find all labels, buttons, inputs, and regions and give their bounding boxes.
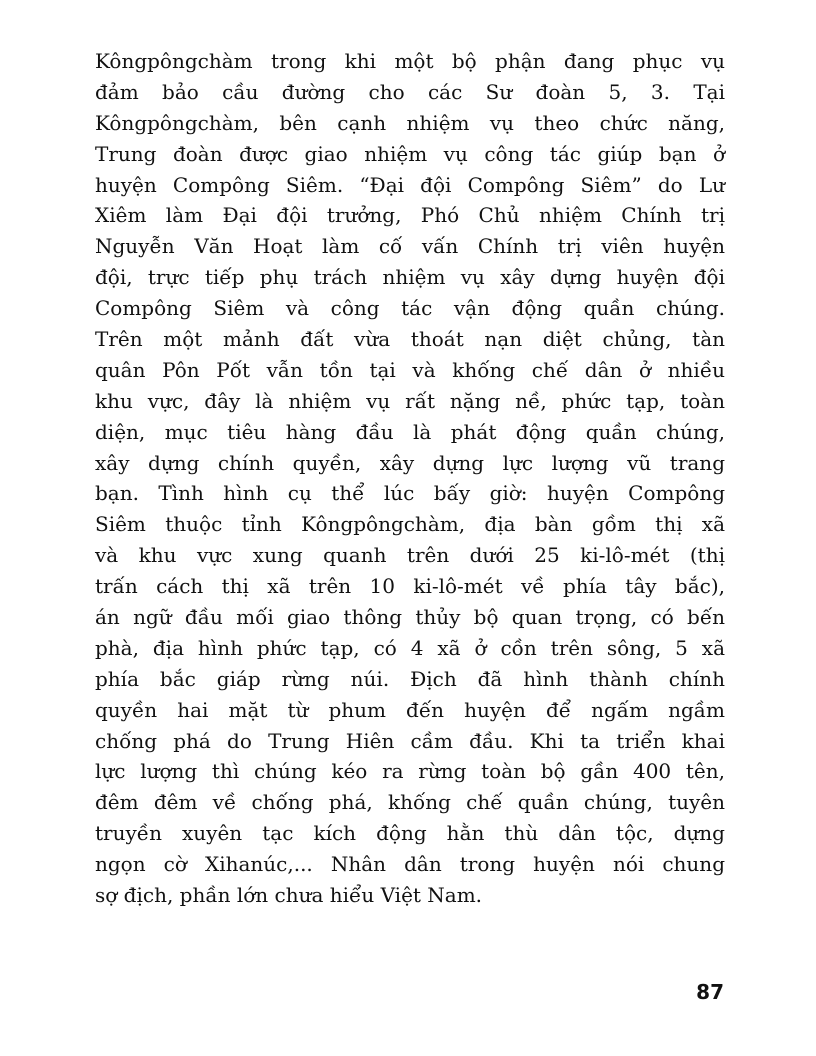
text-line: quyền hai mặt từ phum đến huyện để ngấm ngầm bbox=[95, 697, 725, 722]
text-line: Kôngpôngchàm trong khi một bộ phận đang phục vụ bbox=[95, 49, 725, 73]
text-line: án ngữ đầu mối giao thông thủy bộ quan trọng, có bến bbox=[95, 605, 725, 630]
text-line: Nguyễn Văn Hoạt làm cố vấn Chính trị viên huyện bbox=[95, 234, 725, 259]
text-line: khu vực, đây là nhiệm vụ rất nặng nề, phức tạp, toàn bbox=[95, 388, 725, 413]
text-line: sợ địch, phần lớn chưa hiểu Việt Nam. bbox=[95, 883, 483, 908]
body-paragraph bbox=[95, 46, 725, 911]
text-line: đêm đêm về chống phá, khống chế quần chúng, tuyên bbox=[95, 790, 725, 815]
text-line: phà, địa hình phức tạp, có 4 xã ở cồn trên sông, 5 xã bbox=[95, 635, 725, 660]
text-line: diện, mục tiêu hàng đầu là phát động quần chúng, bbox=[95, 419, 725, 444]
text-line: Kôngpôngchàm, bên cạnh nhiệm vụ theo chức năng, bbox=[95, 110, 725, 135]
text-line: phía bắc giáp rừng núi. Địch đã hình thành chính bbox=[95, 666, 725, 691]
text-line: Compông Siêm và công tác vận động quần chúng. bbox=[95, 296, 725, 321]
text-line: xây dựng chính quyền, xây dựng lực lượng vũ trang bbox=[95, 450, 725, 475]
text-line: chống phá do Trung Hiên cầm đầu. Khi ta triển khai bbox=[95, 728, 725, 753]
text-line: Trung đoàn được giao nhiệm vụ công tác giúp bạn ở bbox=[95, 141, 725, 166]
text-line: truyền xuyên tạc kích động hằn thù dân tộc, dựng bbox=[95, 821, 725, 846]
text-line: quân Pôn Pốt vẫn tồn tại và khống chế dân ở nhiều bbox=[95, 357, 725, 382]
text-line: đảm bảo cầu đường cho các Sư đoàn 5, 3. Tại bbox=[95, 79, 725, 104]
text-line: lực lượng thì chúng kéo ra rừng toàn bộ gần 400 tên, bbox=[95, 759, 725, 784]
text-line: bạn. Tình hình cụ thể lúc bấy giờ: huyện Compông bbox=[95, 481, 725, 506]
text-line: Trên một mảnh đất vừa thoát nạn diệt chủng, tàn bbox=[95, 327, 725, 352]
text-line: Siêm thuộc tỉnh Kôngpôngchàm, địa bàn gồm thị xã bbox=[95, 512, 725, 537]
text-line: huyện Compông Siêm. “Đại đội Compông Siêm” do Lư bbox=[95, 172, 725, 197]
text-line: đội, trực tiếp phụ trách nhiệm vụ xây dựng huyện đội bbox=[95, 265, 725, 290]
page-number: 87 bbox=[696, 980, 724, 1004]
text-line: và khu vực xung quanh trên dưới 25 ki-lô-mét (thị bbox=[95, 543, 725, 568]
text-line: trấn cách thị xã trên 10 ki-lô-mét về phía tây bắc), bbox=[95, 574, 725, 599]
text-line: Xiêm làm Đại đội trưởng, Phó Chủ nhiệm Chính trị bbox=[95, 203, 725, 228]
text-line: ngọn cờ Xihanúc,... Nhân dân trong huyện nói chung bbox=[95, 852, 725, 877]
